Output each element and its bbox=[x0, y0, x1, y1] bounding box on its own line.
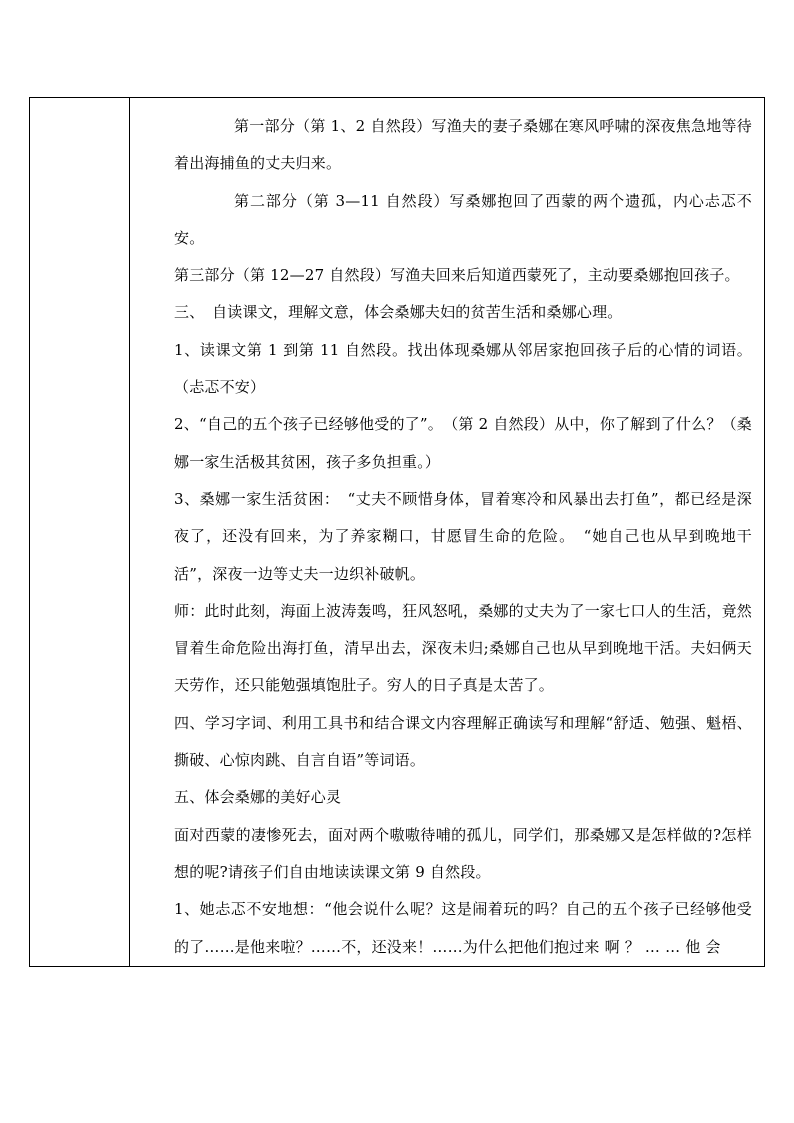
paragraph-teacher: 师：此时此刻，海面上波涛轰鸣，狂风怒吼，桑娜的丈夫为了一家七口人的生活，竟然冒着生命危险出海打鱼，清早出去，深夜未归;桑娜自己也从早到晚地干活。夫妇俩天天劳作，还只能勉强填饱肚子。穷人的日子真是太苦了。 bbox=[174, 601, 752, 695]
lesson-content bbox=[130, 98, 764, 966]
paragraph-part-three: 第三部分（第 12—27 自然段）写渔夫回来后知道西蒙死了，主动要桑娜抱回孩子。 bbox=[174, 266, 740, 285]
paragraph-part-one: 第一部分（第 1、2 自然段）写渔夫的妻子桑娜在寒风呼啸的深夜焦急地等待着出海捕鱼的丈夫归来。 bbox=[174, 117, 752, 173]
table-row bbox=[30, 98, 765, 967]
paragraph-item-3: 3、桑娜一家生活贫困： “丈夫不顾惜身体，冒着寒冷和风暴出去打鱼”，都已经是深夜了，还没有回来，为了养家糊口，甘愿冒生命的危险。 “她自己也从早到晚地干活”，深夜一边等丈夫一边织补破帆。 bbox=[174, 489, 752, 583]
paragraph-item-1: 1、读课文第 1 到第 11 自然段。找出体现桑娜从邻居家抱回孩子后的心情的词语。（忐忑不安） bbox=[174, 340, 752, 397]
heading-section-five: 五、体会桑娜的美好心灵 bbox=[174, 788, 342, 807]
label-cell bbox=[30, 98, 130, 967]
paragraph-item-1-quote: 1、她忐忑不安地想：“他会说什么呢？这是闹着玩的吗？自己的五个孩子已经够他受的了……是他来啦？……不，还没来！……为什么把他们抱过来 啊 ？ … … 他 会 bbox=[174, 900, 752, 956]
paragraph-question: 面对西蒙的凄惨死去，面对两个嗷嗷待哺的孤儿，同学们，那桑娜又是怎样做的?怎样想的呢?请孩子们自由地读读课文第 9 自然段。 bbox=[174, 825, 752, 881]
paragraph-item-2: 2、“自己的五个孩子已经够他受的了”。 （第 2 自然段）从中，你了解到了什么？（桑娜一家生活极其贫困，孩子多负担重。） bbox=[174, 415, 752, 471]
content-cell bbox=[130, 98, 765, 967]
paragraph-part-two: 第二部分（第 3—11 自然段）写桑娜抱回了西蒙的两个遗孤，内心忐忑不安。 bbox=[174, 191, 752, 247]
heading-section-three: 三、 自读课文，理解文意，体会桑娜夫妇的贫苦生活和桑娜心理。 bbox=[174, 303, 623, 322]
lesson-table bbox=[29, 97, 765, 967]
heading-section-four: 四、学习字词、利用工具书和结合课文内容理解正确读写和理解“舒适、勉强、魁梧、撕破、心惊肉跳、自言自语”等词语。 bbox=[174, 713, 752, 770]
